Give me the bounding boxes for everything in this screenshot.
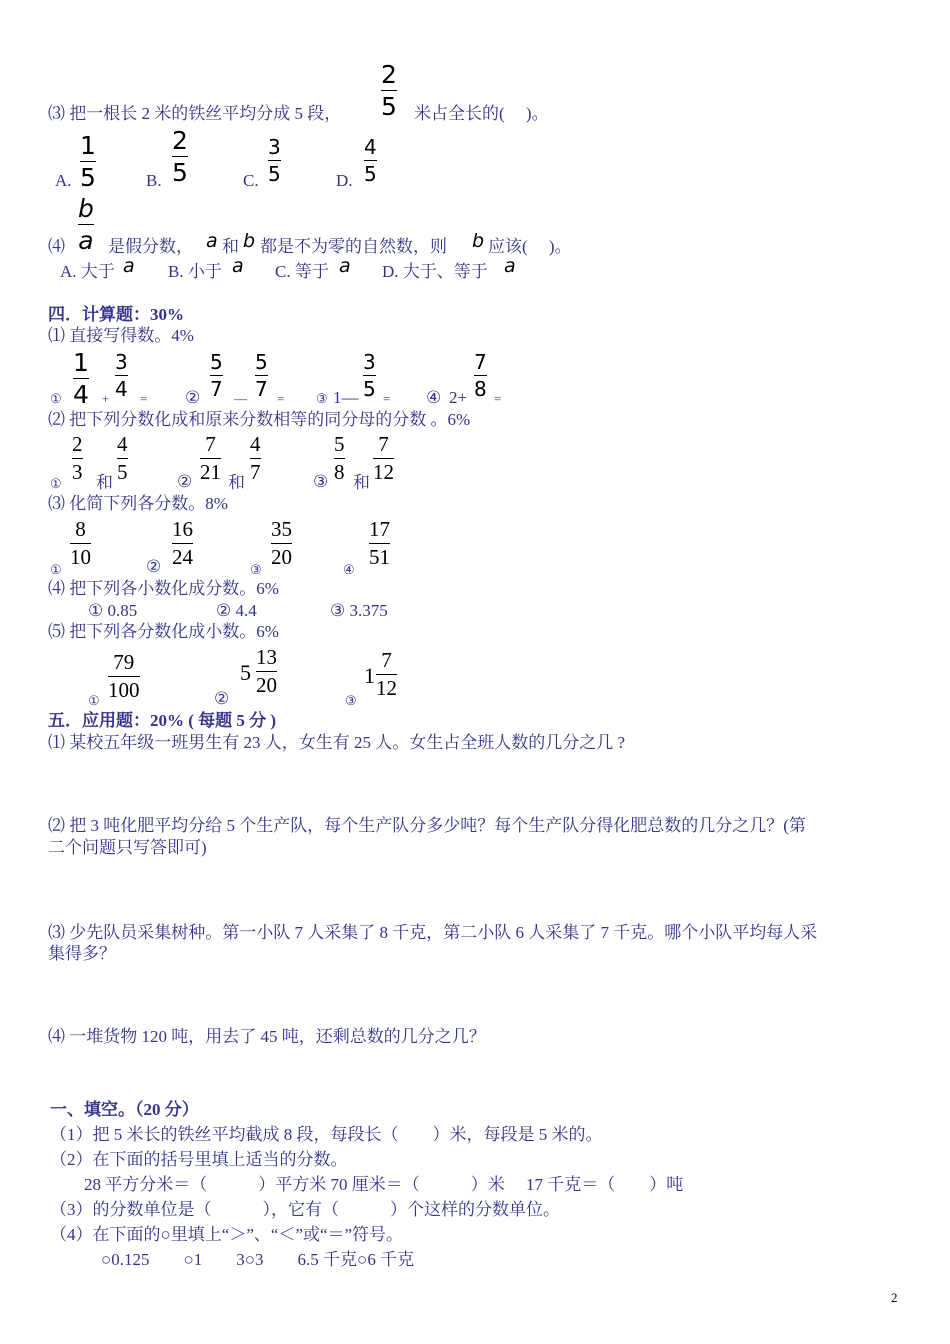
fraction-two-fifths [381, 62, 397, 119]
fraction-bar [172, 156, 188, 157]
page-number: 2 [891, 1290, 898, 1305]
option-c-label: C. [243, 171, 259, 190]
s1-line-2: （2）在下面的括号里填上适当的分数。 [50, 1150, 348, 1169]
item-marker: ① [50, 562, 62, 577]
var-a: a [339, 255, 351, 277]
s5-q2-line-2: 二个问题只写答即可) [48, 838, 207, 857]
numerator: 79 [113, 650, 135, 674]
var-b: b [472, 230, 485, 252]
equals-sign: = [140, 391, 148, 406]
item-marker: ③ [316, 391, 328, 406]
option-a-fraction [80, 133, 96, 190]
q4-text-3: 应该( )。 [488, 237, 572, 256]
q4-option-d: D. 大于、等于 [382, 262, 488, 281]
denominator: a [78, 226, 94, 255]
fraction-bar [70, 543, 91, 544]
numerator: 35 [271, 517, 292, 541]
q4-option-b: B. 小于 [168, 262, 222, 281]
s5-q1: ⑴ 某校五年级一班男生有 23 人，女生有 25 人。女生占全班人数的几分之几 ? [48, 733, 626, 752]
section-5-title: 五．应用题：20% ( 每题 5 分 ) [48, 711, 277, 730]
numerator: 2 [172, 126, 188, 155]
fraction [474, 352, 487, 399]
denominator: 20 [256, 673, 277, 697]
q4-option-c: C. 等于 [275, 262, 329, 281]
var-a: a [232, 255, 244, 277]
fraction [373, 434, 394, 483]
numerator: 4 [117, 432, 128, 456]
plus-sign: + [102, 391, 110, 406]
q3-text-b: 米占全长的( )。 [414, 104, 549, 123]
fraction [376, 650, 397, 699]
numerator: 7 [474, 350, 487, 374]
s1-line-6: ○0.125 ○1 3○3 6.5 千克○6 千克 [101, 1250, 415, 1269]
item-marker: ④ [343, 562, 355, 577]
equals-sign: = [494, 391, 502, 406]
fraction-bar [369, 543, 390, 544]
fraction [369, 519, 390, 568]
denominator: 7 [250, 460, 261, 484]
mixed-whole: 1 [364, 663, 375, 688]
fraction [271, 519, 292, 568]
fraction-bar [250, 458, 261, 459]
mixed-whole: 5 [240, 660, 251, 685]
fraction [73, 350, 89, 407]
denominator: 12 [376, 676, 397, 700]
item-marker: ④ [426, 388, 442, 407]
he-connector: 和 [353, 473, 370, 492]
option-b-fraction [172, 128, 188, 185]
option-d-label: D. [336, 171, 353, 190]
fraction-bar [363, 375, 376, 376]
fraction-bar [72, 458, 83, 459]
fraction-bar [474, 375, 487, 376]
numerator: 2 [381, 60, 397, 89]
fraction [256, 647, 277, 696]
var-a: a [504, 255, 516, 277]
denominator: 5 [363, 377, 376, 401]
item-marker: ② [185, 388, 201, 407]
denominator: 5 [364, 162, 377, 186]
item-marker: ① [88, 693, 100, 708]
fraction-bar [334, 458, 345, 459]
numerator: 2 [72, 432, 83, 456]
fraction [70, 519, 91, 568]
item-marker: ③ [313, 472, 329, 491]
item-marker: ② [177, 472, 193, 491]
fraction-b-over-a [78, 196, 94, 253]
denominator: 51 [369, 545, 390, 569]
denominator: 5 [268, 162, 281, 186]
he-connector: 和 [228, 473, 245, 492]
item-marker: ③ [250, 562, 262, 577]
numerator: 17 [369, 517, 390, 541]
numerator: 5 [210, 350, 223, 374]
s4-p5-title: ⑸ 把下列各分数化成小数。6% [48, 622, 279, 641]
option-b-label: B. [146, 171, 162, 190]
numerator: 13 [256, 645, 277, 669]
one-minus: 1— [333, 388, 359, 407]
s1-line-3: 28 平方分米＝（ ）平方米 70 厘米＝（ ）米 17 千克＝（ ）吨 [84, 1175, 684, 1194]
fraction-bar [108, 676, 140, 677]
fraction [363, 352, 376, 399]
fraction [210, 352, 223, 399]
item-marker: ② [214, 689, 230, 708]
fraction-bar [268, 160, 281, 161]
denominator: 8 [474, 377, 487, 401]
numerator: 5 [255, 350, 268, 374]
denominator: 100 [108, 678, 140, 702]
denominator: 5 [381, 92, 397, 121]
fraction [108, 652, 140, 701]
fraction [334, 434, 345, 483]
denominator: 3 [72, 460, 83, 484]
fraction-bar [115, 375, 128, 376]
denominator: 4 [73, 380, 89, 409]
fraction [72, 434, 83, 483]
numerator: 3 [268, 135, 281, 159]
item-marker: ② [146, 557, 162, 576]
q4-text-1: 是假分数， [108, 237, 193, 256]
denominator: 24 [172, 545, 193, 569]
equals-sign: = [383, 391, 391, 406]
he-connector: 和 [96, 473, 113, 492]
fraction-bar [117, 458, 128, 459]
fraction-bar [364, 160, 377, 161]
numerator: 3 [363, 350, 376, 374]
fraction-bar [73, 378, 89, 379]
fraction [250, 434, 261, 483]
numerator: 1 [80, 131, 96, 160]
var-a: a [206, 230, 218, 252]
s4-p1-title: ⑴ 直接写得数。4% [48, 326, 194, 345]
numerator: 4 [250, 432, 261, 456]
denominator: 7 [255, 377, 268, 401]
fraction [172, 519, 193, 568]
denominator: 5 [172, 158, 188, 187]
s5-q2-line-1: ⑵ 把 3 吨化肥平均分给 5 个生产队，每个生产队分多少吨？每个生产队分得化肥总数的几分之几？(第 [48, 816, 806, 835]
fraction [117, 434, 128, 483]
denominator: 7 [210, 377, 223, 401]
numerator: 7 [205, 432, 216, 456]
fraction-bar [255, 375, 268, 376]
q3-text-a: ⑶ 把一根长 2 米的铁丝平均分成 5 段， [48, 104, 342, 123]
fraction-bar [381, 90, 397, 91]
section-4-title: 四．计算题：30% [48, 305, 184, 324]
fraction [115, 352, 128, 399]
numerator: 16 [172, 517, 193, 541]
decimal-item-1: ① 0.85 [88, 601, 138, 620]
fraction-bar [210, 375, 223, 376]
s4-p4-title: ⑷ 把下列各小数化成分数。6% [48, 579, 279, 598]
item-marker: ① [50, 391, 62, 406]
denominator: 12 [373, 460, 394, 484]
s4-p3-title: ⑶ 化简下列各分数。8% [48, 494, 228, 513]
q4-option-a: A. 大于 [60, 262, 115, 281]
q4-text-2: 都是不为零的自然数，则 [260, 237, 447, 256]
fraction-bar [200, 458, 221, 459]
item-marker: ① [50, 476, 62, 491]
option-c-fraction [268, 137, 281, 184]
denominator: 20 [271, 545, 292, 569]
var-a: a [123, 255, 135, 277]
q4-number: ⑷ [48, 237, 65, 256]
denominator: 5 [80, 163, 96, 192]
two-plus: 2+ [449, 388, 468, 407]
decimal-item-3: ③ 3.375 [330, 601, 388, 620]
numerator: 4 [364, 135, 377, 159]
denominator: 8 [334, 460, 345, 484]
numerator: 1 [73, 348, 89, 377]
fraction-bar [271, 543, 292, 544]
denominator: 4 [115, 377, 128, 401]
decimal-item-2: ② 4.4 [216, 601, 257, 620]
option-a-label: A. [55, 171, 72, 190]
denominator: 21 [200, 460, 221, 484]
numerator: 7 [378, 432, 389, 456]
fraction-bar [172, 543, 193, 544]
fraction-bar [78, 224, 94, 225]
minus-sign: — [234, 391, 247, 406]
s5-q4: ⑷ 一堆货物 120 吨，用去了 45 吨，还剩总数的几分之几？ [48, 1027, 486, 1046]
numerator: 8 [75, 517, 86, 541]
numerator: 7 [381, 648, 392, 672]
item-marker: ③ [345, 693, 357, 708]
s5-q3-line-1: ⑶ 少先队员采集树种。第一小队 7 人采集了 8 千克，第二小队 6 人采集了 7 千克。哪个小队平均每人采 [48, 923, 818, 942]
s1-line-5: （4）在下面的○里填上“＞”、“＜”或“＝”符号。 [50, 1225, 404, 1244]
numerator: 5 [334, 432, 345, 456]
fraction-bar [256, 671, 277, 672]
fraction-bar [376, 674, 397, 675]
numerator: 3 [115, 350, 128, 374]
numerator: b [78, 194, 94, 223]
denominator: 10 [70, 545, 91, 569]
equals-sign: = [277, 391, 285, 406]
var-b: b [243, 230, 256, 252]
denominator: 5 [117, 460, 128, 484]
fraction [200, 434, 221, 483]
option-d-fraction [364, 137, 377, 184]
fraction-bar [80, 161, 96, 162]
s1-line-4: （3）的分数单位是（ ），它有（ ）个这样的分数单位。 [50, 1200, 560, 1219]
q4-he: 和 [222, 237, 239, 256]
fraction-bar [373, 458, 394, 459]
s1-line-1: （1）把 5 米长的铁丝平均截成 8 段，每段长（ ）米，每段是 5 米的。 [50, 1125, 603, 1144]
fraction [255, 352, 268, 399]
s4-p2-title: ⑵ 把下列分数化成和原来分数相等的同分母的分数 。6% [48, 410, 471, 429]
s5-q3-line-2: 集得多？ [48, 944, 116, 963]
section-1-title: 一、填空。（20 分） [50, 1100, 199, 1119]
